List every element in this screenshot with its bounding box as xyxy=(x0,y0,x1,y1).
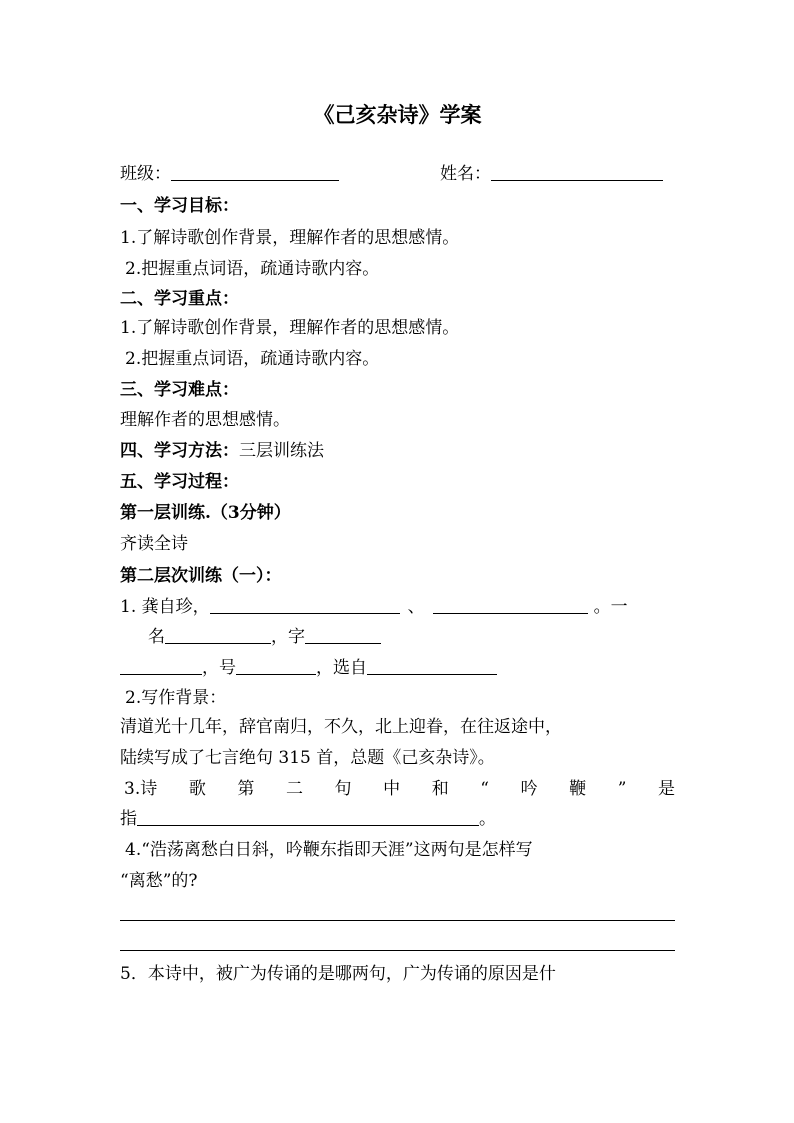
q1-blank-1[interactable] xyxy=(210,597,400,614)
q1-blank-2[interactable] xyxy=(433,597,588,614)
goal-item-1: 1.了解诗歌创作背景，理解作者的思想感情。 xyxy=(120,228,460,248)
method-value: 三层训练法 xyxy=(239,441,324,461)
section-process-heading: 五、学习过程： xyxy=(120,472,239,492)
q3-word: 句 xyxy=(334,779,352,799)
name-blank[interactable] xyxy=(491,164,663,181)
q3-word: 鞭 xyxy=(569,779,587,799)
q3-word: ” xyxy=(617,779,627,799)
class-field xyxy=(120,163,339,185)
name-field xyxy=(440,163,663,185)
question-4-line-1: 4.“浩荡离愁白日斜，吟鞭东指即天涯”这两句是怎样写 xyxy=(125,840,533,860)
question-2-heading: 2.写作背景： xyxy=(125,688,227,708)
section-difficulty-heading: 三、学习难点： xyxy=(120,380,239,400)
q3-word: 3.诗 xyxy=(124,779,158,799)
q1-hao-label: ，号 xyxy=(202,658,236,678)
name-label: 姓名： xyxy=(440,164,491,184)
q3-word: 二 xyxy=(285,779,303,799)
section-method-heading: 四、学习方法： xyxy=(120,441,239,461)
layer2-heading: 第二层次训练（一）： xyxy=(120,566,282,586)
q3-word: 是 xyxy=(658,779,675,799)
section-key-points-heading: 二、学习重点： xyxy=(120,289,239,309)
class-label: 班级： xyxy=(120,164,171,184)
q1-end-text: 。一 xyxy=(593,597,628,617)
goal-item-2: 2.把握重点词语，疏通诗歌内容。 xyxy=(125,259,380,279)
worksheet-title: 《己亥杂诗》学案 xyxy=(313,102,482,127)
class-blank[interactable] xyxy=(171,164,339,181)
q1-ming-label: 名 xyxy=(148,627,165,647)
q1-separator: 、 xyxy=(407,597,425,617)
q3-end-mark: 。 xyxy=(479,809,496,829)
section-method xyxy=(120,440,324,462)
section-goals-heading: 一、学习目标： xyxy=(120,196,239,216)
question-1-line-1 xyxy=(120,596,628,618)
q3-word: 歌 xyxy=(188,779,206,799)
q1-zi-blank[interactable] xyxy=(305,627,381,644)
question-1-text: 1. 龚自珍， xyxy=(120,597,210,617)
question-4-line-2: “离愁”的? xyxy=(120,871,198,891)
key-point-item-2: 2.把握重点词语，疏通诗歌内容。 xyxy=(125,349,380,369)
q1-hao-blank[interactable] xyxy=(236,658,316,675)
q1-xuanzi-label: ，选自 xyxy=(316,658,367,678)
q1-zi-label: ，字 xyxy=(271,627,305,647)
key-point-item-1: 1.了解诗歌创作背景，理解作者的思想感情。 xyxy=(120,318,460,338)
question-3-line-2 xyxy=(120,808,496,830)
answer-line-2[interactable] xyxy=(120,950,675,951)
layer1-task: 齐读全诗 xyxy=(120,534,188,554)
q3-zhi-label: 指 xyxy=(120,809,137,829)
difficulty-item: 理解作者的思想感情。 xyxy=(120,410,290,430)
answer-line-1[interactable] xyxy=(120,920,675,921)
question-2-line-2: 陆续写成了七言绝句 315 首，总题《己亥杂诗》。 xyxy=(120,748,495,768)
question-3-line-1 xyxy=(120,778,675,800)
q1-ming-blank[interactable] xyxy=(165,627,271,644)
q3-word: “ xyxy=(480,779,489,799)
question-1-line-3 xyxy=(120,657,497,679)
q3-word: 和 xyxy=(431,779,449,799)
q3-word: 第 xyxy=(237,779,255,799)
question-2-line-1: 清道光十几年，辞官南归，不久，北上迎眷，在往返途中， xyxy=(120,717,562,737)
q1-xuanzi-blank[interactable] xyxy=(367,658,497,675)
q3-word: 中 xyxy=(383,779,401,799)
q3-blank[interactable] xyxy=(137,809,479,826)
q3-word: 吟 xyxy=(520,779,538,799)
layer1-heading: 第一层训练.（3分钟） xyxy=(120,503,291,523)
q1-zi-blank-cont[interactable] xyxy=(120,658,202,675)
question-5-line-1: 5．本诗中，被广为传诵的是哪两句，广为传诵的原因是什 xyxy=(120,964,556,984)
question-1-line-2 xyxy=(148,626,381,648)
